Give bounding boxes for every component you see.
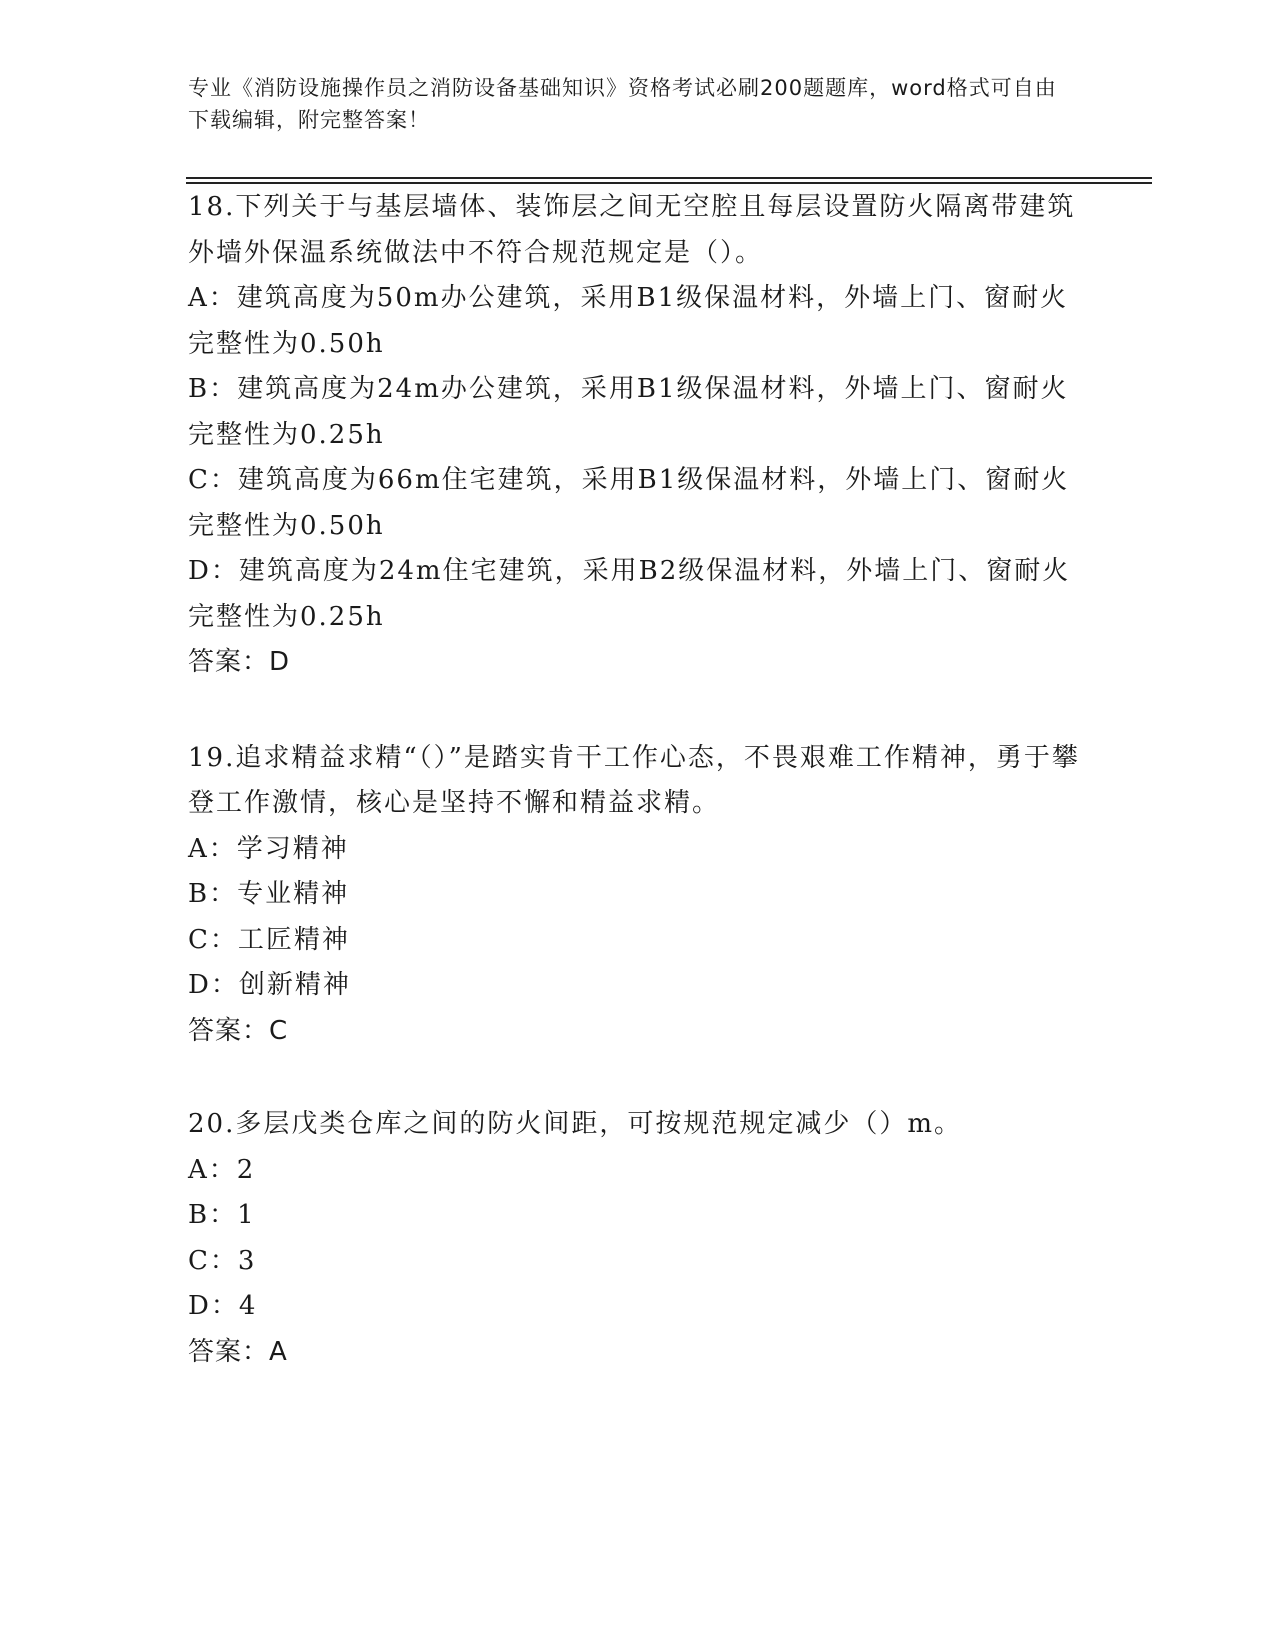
question-stem: 18.下列关于与基层墙体、装饰层之间无空腔且每层设置防火隔离带建筑外墙外保温系统做法中不符合规范规定是（）。 bbox=[188, 192, 1076, 268]
option-a: A：学习精神 bbox=[188, 833, 349, 864]
option-d: D：4 bbox=[188, 1291, 258, 1321]
option-c: C：3 bbox=[188, 1245, 257, 1276]
question-19 bbox=[188, 736, 1088, 1055]
header-divider-bottom bbox=[186, 182, 1152, 184]
question-18 bbox=[188, 185, 1088, 686]
answer: 答案：D bbox=[188, 647, 291, 677]
option-a: A：2 bbox=[188, 1154, 256, 1185]
question-20 bbox=[188, 1102, 1088, 1375]
option-b: B：1 bbox=[188, 1200, 256, 1230]
question-stem: 19.追求精益求精“（）”是踏实肯干工作心态，不畏艰难工作精神，勇于攀登工作激情，核心是坚持不懈和精益求精。 bbox=[188, 742, 1080, 818]
header-divider-top bbox=[186, 177, 1152, 179]
option-c: C：建筑高度为66m住宅建筑，采用B1级保温材料，外墙上门、窗耐火完整性为0.50h bbox=[188, 465, 1070, 541]
option-d: D：创新精神 bbox=[188, 970, 351, 1000]
option-b: B：建筑高度为24m办公建筑，采用B1级保温材料，外墙上门、窗耐火完整性为0.25h bbox=[188, 374, 1069, 450]
option-c: C：工匠精神 bbox=[188, 924, 350, 955]
option-a: A：建筑高度为50m办公建筑，采用B1级保温材料，外墙上门、窗耐火完整性为0.50h bbox=[188, 283, 1069, 359]
question-spacer bbox=[188, 686, 1088, 736]
question-list bbox=[188, 185, 1088, 1375]
answer: 答案：C bbox=[188, 1015, 289, 1046]
option-d: D：建筑高度为24m住宅建筑，采用B2级保温材料，外墙上门、窗耐火完整性为0.25h bbox=[188, 556, 1071, 632]
answer: 答案：A bbox=[188, 1336, 288, 1367]
question-stem: 20.多层戊类仓库之间的防火间距，可按规范规定减少（）m。 bbox=[188, 1109, 963, 1139]
question-spacer bbox=[188, 1054, 1088, 1102]
document-header: 专业《消防设施操作员之消防设备基础知识》资格考试必刷200题题库，word格式可自由下载编辑，附完整答案！ bbox=[188, 76, 1057, 132]
option-b: B：专业精神 bbox=[188, 879, 350, 909]
